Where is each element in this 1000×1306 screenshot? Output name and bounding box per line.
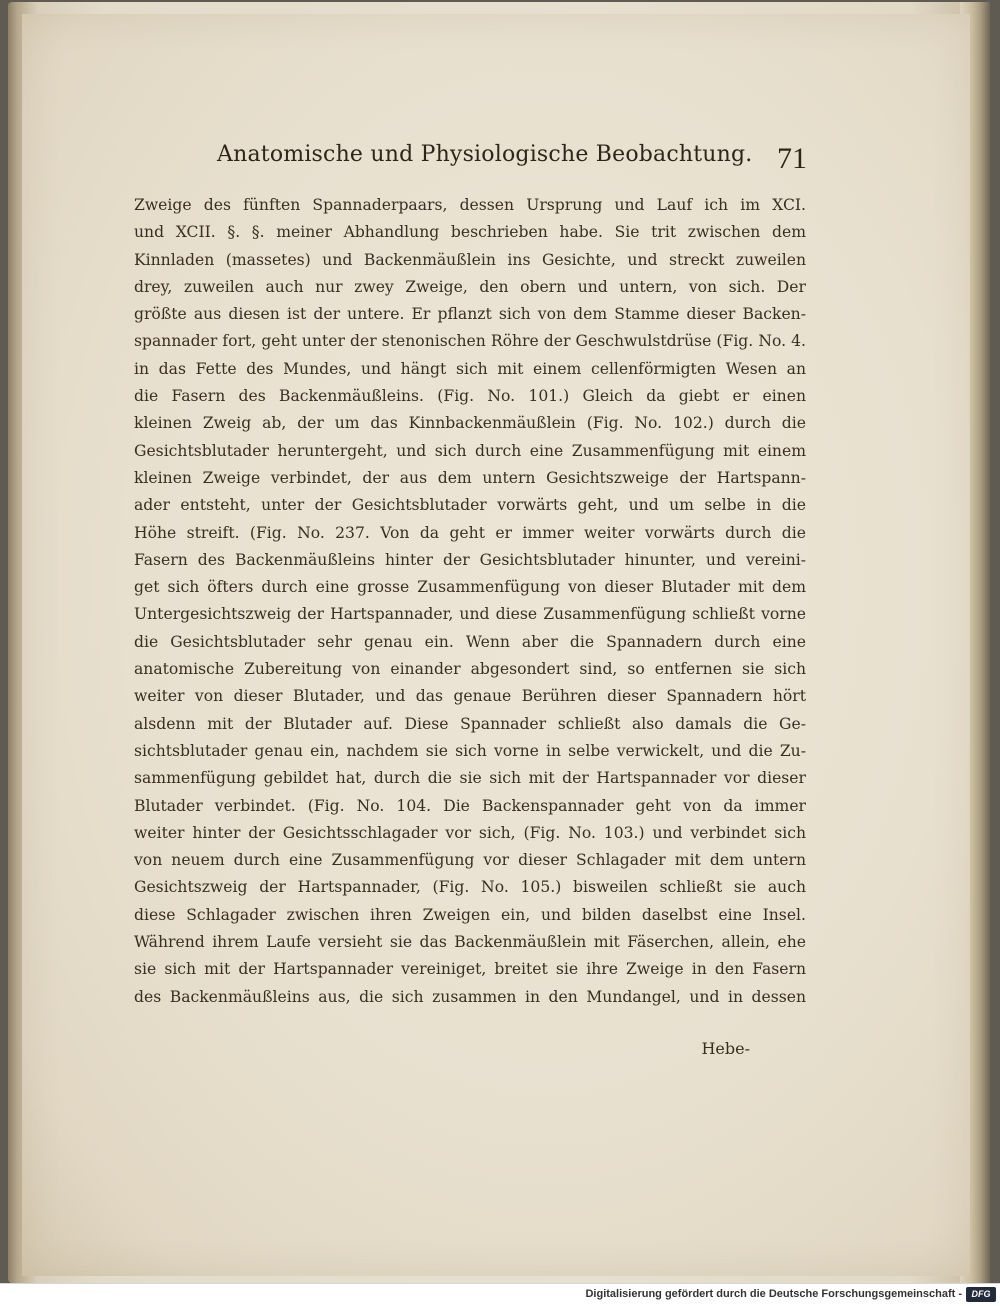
text-line: ader entsteht, unter der Gesichtsblutader vorwärts geht, und um selbe in die <box>134 496 806 515</box>
text-line: Höhe streift. (Fig. No. 237. Von da geht er immer weiter vorwärts durch die <box>134 523 806 542</box>
catchword: Hebe- <box>701 1039 750 1058</box>
text-line: spannader fort, geht unter der stenonischen Röhre der Geschwulstdrüse (Fig. No. 4. <box>134 332 806 351</box>
body-text <box>134 192 806 1011</box>
text-line: diese Schlagader zwischen ihren Zweigen ein, und bilden daselbst eine Insel. <box>134 905 806 924</box>
text-line: Während ihrem Laufe versieht sie das Backenmäußlein mit Fäserchen, allein, ehe <box>134 933 806 952</box>
text-line: Kinnladen (massetes) und Backenmäußlein ins Gesichte, und streckt zuweilen <box>134 250 806 269</box>
text-line: kleinen Zweig ab, der um das Kinnbackenmäußlein (Fig. No. 102.) durch die <box>134 414 806 433</box>
page-header <box>217 142 807 182</box>
text-line: weiter hinter der Gesichtsschlagader vor sich, (Fig. No. 103.) und verbindet sich <box>134 823 806 842</box>
text-line: kleinen Zweige verbindet, der aus dem untern Gesichtszweige der Hartspann- <box>134 468 806 487</box>
text-line: sie sich mit der Hartspannader vereiniget, breitet sie ihre Zweige in den Fasern <box>134 960 806 979</box>
text-line: Fasern des Backenmäußleins hinter der Gesichtsblutader hinunter, und vereini- <box>134 550 806 569</box>
text-line: von neuem durch eine Zusammenfügung vor dieser Schlagader mit dem untern <box>134 851 806 870</box>
book-block <box>8 2 990 1283</box>
text-line: weiter von dieser Blutader, und das genaue Berühren dieser Spannadern hört <box>134 687 806 706</box>
text-line: die Gesichtsblutader sehr genau ein. Wenn aber die Spannadern durch eine <box>134 632 806 651</box>
footer-bar <box>0 1283 1000 1306</box>
text-line: get sich öfters durch eine grosse Zusammenfügung von dieser Blutader mit dem <box>134 578 806 597</box>
dfg-logo-icon[interactable]: DFG <box>966 1287 996 1302</box>
text-line: sammenfügung gebildet hat, durch die sie sich mit der Hartspannader vor dieser <box>134 769 806 788</box>
text-line: und XCII. §. §. meiner Abhandlung beschrieben habe. Sie trit zwischen dem <box>134 223 806 242</box>
text-line: Gesichtsblutader heruntergeht, und sich durch eine Zusammenfügung mit einem <box>134 441 806 460</box>
text-line: die Fasern des Backenmäußleins. (Fig. No. 101.) Gleich da giebt er einen <box>134 387 806 406</box>
text-line: Blutader verbindet. (Fig. No. 104. Die Backenspannader geht von da immer <box>134 796 806 815</box>
book-page <box>22 14 970 1276</box>
text-line: des Backenmäußleins aus, die sich zusammen in den Mundangel, und in dessen <box>134 987 806 1006</box>
text-line: alsdenn mit der Blutader auf. Diese Spannader schließt also damals die Ge- <box>134 714 806 733</box>
text-line: drey, zuweilen auch nur zwey Zweige, den obern und untern, von sich. Der <box>134 277 806 296</box>
page-number: 71 <box>777 142 807 175</box>
text-line: in das Fette des Mundes, und hängt sich mit einem cellenförmigten Wesen an <box>134 359 806 378</box>
funding-note: Digitalisierung gefördert durch die Deutsche Forschungsgemeinschaft - <box>585 1288 962 1300</box>
text-line: sichtsblutader genau ein, nachdem sie sich vorne in selbe verwickelt, und die Zu- <box>134 741 806 760</box>
text-line: Gesichtszweig der Hartspannader, (Fig. No. 105.) bisweilen schließt sie auch <box>134 878 806 897</box>
text-line: anatomische Zubereitung von einander abgesondert sind, so entfernen sie sich <box>134 660 806 679</box>
text-line: Untergesichtszweig der Hartspannader, und diese Zusammenfügung schließt vorne <box>134 605 806 624</box>
running-title: Anatomische und Physiologische Beobachtung. <box>217 142 753 167</box>
text-line: Zweige des fünften Spannaderpaars, dessen Ursprung und Lauf ich im XCI. <box>134 196 806 214</box>
text-line: größte aus diesen ist der untere. Er pflanzt sich von dem Stamme dieser Backen- <box>134 305 806 324</box>
